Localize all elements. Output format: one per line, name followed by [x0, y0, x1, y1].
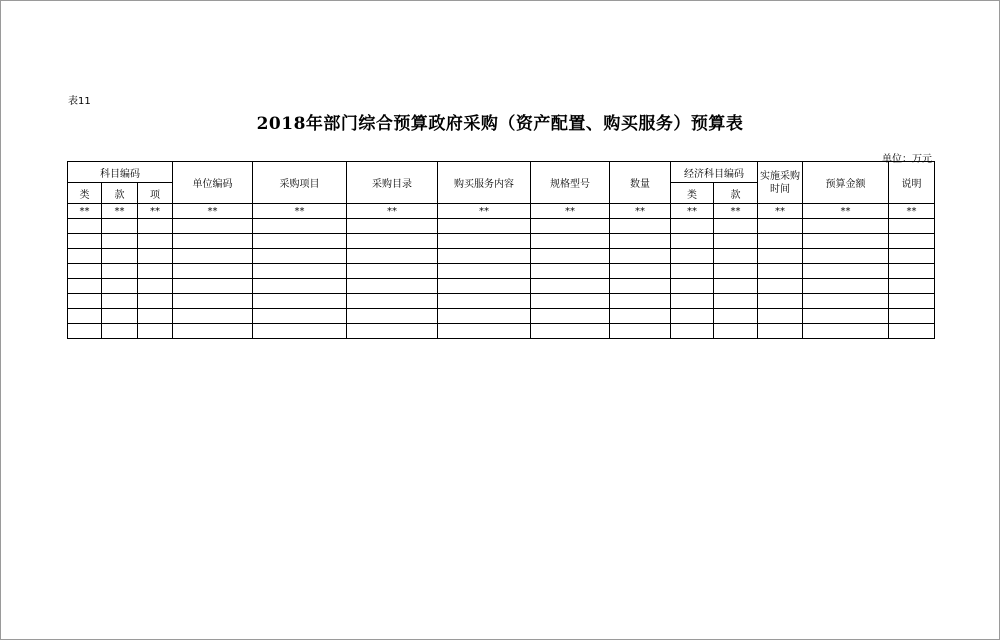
table-cell	[253, 249, 347, 264]
table-cell	[531, 249, 610, 264]
table-cell	[253, 294, 347, 309]
table-cell	[758, 279, 803, 294]
table-cell	[438, 234, 531, 249]
table-cell	[758, 219, 803, 234]
marker-row	[68, 204, 935, 219]
table-cell	[173, 324, 253, 339]
table-cell	[138, 219, 173, 234]
table-cell	[438, 309, 531, 324]
table-cell	[347, 234, 438, 249]
table-cell	[714, 294, 758, 309]
table-cell	[102, 249, 138, 264]
table-cell	[68, 249, 102, 264]
table-cell	[438, 264, 531, 279]
table-row	[68, 279, 935, 294]
table-cell	[803, 234, 889, 249]
table-cell	[610, 264, 671, 279]
table-cell	[347, 219, 438, 234]
table-cell	[610, 234, 671, 249]
table-row	[68, 219, 935, 234]
header-econ-lei: 类	[671, 183, 714, 204]
table-cell	[138, 234, 173, 249]
header-row-1	[68, 162, 935, 183]
marker-cell: **	[102, 204, 138, 219]
header-lei: 类	[68, 183, 102, 204]
table-cell	[138, 249, 173, 264]
table-cell	[102, 309, 138, 324]
table-cell	[438, 279, 531, 294]
header-service-content: 购买服务内容	[438, 162, 531, 204]
header-impl-time: 实施采购时间	[758, 162, 803, 204]
table-cell	[102, 264, 138, 279]
marker-cell: **	[138, 204, 173, 219]
table-cell	[803, 279, 889, 294]
marker-cell: **	[253, 204, 347, 219]
table-cell	[438, 324, 531, 339]
table-cell	[714, 249, 758, 264]
table-cell	[68, 219, 102, 234]
table-cell	[68, 234, 102, 249]
table-cell	[803, 264, 889, 279]
table-cell	[610, 324, 671, 339]
header-purchase-item: 采购项目	[253, 162, 347, 204]
table-cell	[714, 234, 758, 249]
table-cell	[803, 294, 889, 309]
table-cell	[347, 294, 438, 309]
table-row	[68, 309, 935, 324]
marker-cell: **	[531, 204, 610, 219]
table-cell	[68, 279, 102, 294]
table-cell	[671, 219, 714, 234]
table-cell	[714, 279, 758, 294]
marker-cell: **	[438, 204, 531, 219]
table-cell	[610, 219, 671, 234]
table-cell	[531, 264, 610, 279]
unit-label: 单位：万元	[882, 154, 932, 165]
table-cell	[610, 249, 671, 264]
table-cell	[347, 249, 438, 264]
table-row	[68, 249, 935, 264]
table-cell	[758, 324, 803, 339]
table-cell	[173, 219, 253, 234]
table-cell	[347, 264, 438, 279]
marker-cell: **	[173, 204, 253, 219]
marker-cell: **	[610, 204, 671, 219]
table-row	[68, 264, 935, 279]
budget-table	[67, 161, 935, 339]
table-cell	[173, 234, 253, 249]
table-cell	[671, 279, 714, 294]
marker-cell: **	[758, 204, 803, 219]
table-cell	[803, 324, 889, 339]
header-purchase-catalog: 采购目录	[347, 162, 438, 204]
table-cell	[253, 219, 347, 234]
table-cell	[173, 249, 253, 264]
table-cell	[714, 309, 758, 324]
marker-cell: **	[714, 204, 758, 219]
header-quantity: 数量	[610, 162, 671, 204]
table-cell	[803, 309, 889, 324]
page-title: 2018年部门综合预算政府采购（资产配置、购买服务）预算表	[256, 114, 744, 134]
table-cell	[889, 279, 935, 294]
table-cell	[253, 324, 347, 339]
header-unit-code: 单位编码	[173, 162, 253, 204]
table-cell	[68, 264, 102, 279]
table-cell	[671, 264, 714, 279]
table-cell	[438, 249, 531, 264]
table-cell	[889, 234, 935, 249]
table-row	[68, 294, 935, 309]
marker-cell: **	[889, 204, 935, 219]
table-cell	[102, 234, 138, 249]
table-cell	[531, 234, 610, 249]
table-cell	[438, 294, 531, 309]
table-cell	[758, 294, 803, 309]
header-spec-model: 规格型号	[531, 162, 610, 204]
table-cell	[138, 279, 173, 294]
table-cell	[138, 264, 173, 279]
table-cell	[889, 294, 935, 309]
table-cell	[714, 324, 758, 339]
header-subject-code: 科目编码	[68, 162, 173, 183]
table-cell	[102, 324, 138, 339]
table-cell	[173, 309, 253, 324]
header-econ-kuan: 款	[714, 183, 758, 204]
table-cell	[68, 294, 102, 309]
table-cell	[68, 324, 102, 339]
table-row	[68, 324, 935, 339]
table-row	[68, 234, 935, 249]
header-xiang: 项	[138, 183, 173, 204]
table-cell	[253, 234, 347, 249]
table-cell	[889, 249, 935, 264]
table-cell	[347, 279, 438, 294]
header-budget-amount: 预算金额	[803, 162, 889, 204]
table-cell	[347, 309, 438, 324]
table-cell	[610, 294, 671, 309]
table-cell	[102, 294, 138, 309]
table-cell	[68, 309, 102, 324]
table-cell	[671, 294, 714, 309]
table-cell	[138, 294, 173, 309]
marker-cell: **	[347, 204, 438, 219]
table-cell	[671, 309, 714, 324]
table-cell	[671, 324, 714, 339]
table-cell	[531, 294, 610, 309]
table-cell	[671, 249, 714, 264]
table-cell	[253, 264, 347, 279]
marker-cell: **	[803, 204, 889, 219]
table-cell	[173, 264, 253, 279]
table-cell	[671, 234, 714, 249]
table-cell	[889, 309, 935, 324]
table-cell	[102, 219, 138, 234]
table-cell	[610, 309, 671, 324]
table-cell	[889, 324, 935, 339]
table-cell	[714, 219, 758, 234]
table-cell	[803, 219, 889, 234]
table-cell	[531, 279, 610, 294]
table-cell	[889, 219, 935, 234]
table-cell	[173, 294, 253, 309]
table-cell	[610, 279, 671, 294]
marker-cell: **	[68, 204, 102, 219]
table-cell	[438, 219, 531, 234]
table-cell	[253, 309, 347, 324]
table-cell	[138, 309, 173, 324]
table-cell	[531, 219, 610, 234]
table-cell	[758, 309, 803, 324]
table-number: 表11	[68, 96, 91, 107]
marker-cell: **	[671, 204, 714, 219]
table-cell	[173, 279, 253, 294]
table-cell	[138, 324, 173, 339]
table-cell	[347, 324, 438, 339]
table-cell	[253, 279, 347, 294]
table-cell	[758, 249, 803, 264]
table-cell	[102, 279, 138, 294]
table-cell	[803, 249, 889, 264]
table-cell	[758, 234, 803, 249]
table-cell	[531, 324, 610, 339]
header-econ-subject-code: 经济科目编码	[671, 162, 758, 183]
table-cell	[889, 264, 935, 279]
table-cell	[758, 264, 803, 279]
header-kuan: 款	[102, 183, 138, 204]
table-cell	[714, 264, 758, 279]
header-description: 说明	[889, 162, 935, 204]
table-cell	[531, 309, 610, 324]
